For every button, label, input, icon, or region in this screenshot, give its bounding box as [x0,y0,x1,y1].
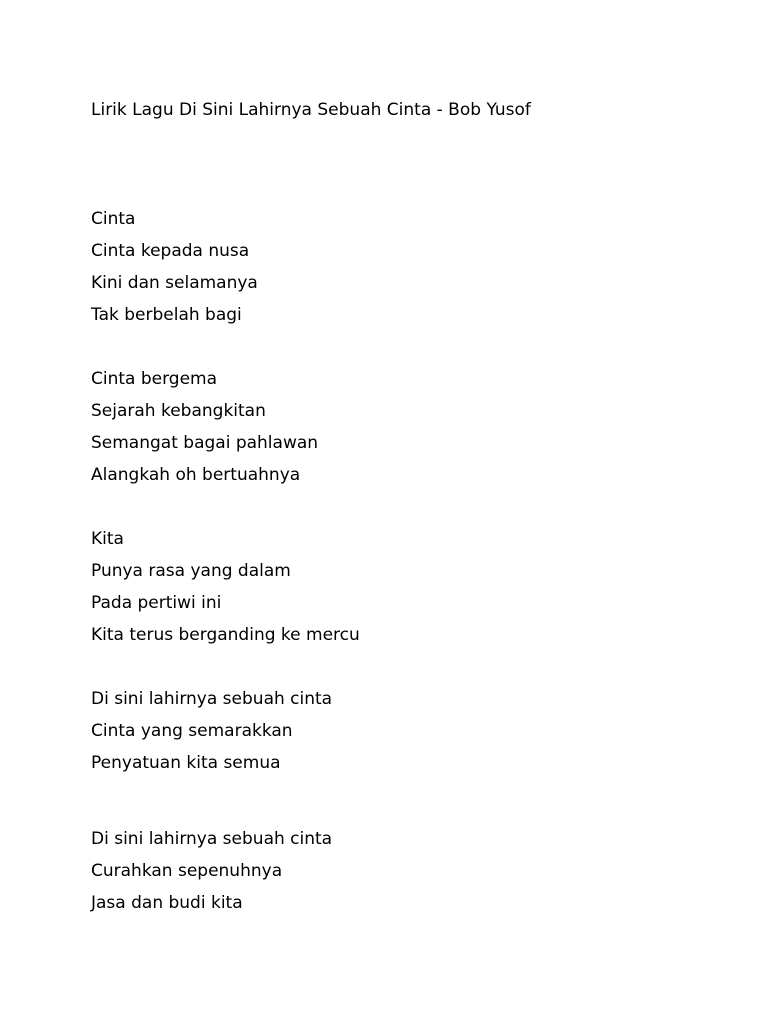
lyric-line: Semangat bagai pahlawan [91,433,319,453]
lyric-line: Jasa dan budi kita [91,893,243,913]
lyric-line: Cinta yang semarakkan [91,721,293,741]
lyric-line: Alangkah oh bertuahnya [91,465,301,485]
lyric-line: Penyatuan kita semua [91,753,281,773]
lyric-line: Cinta [91,209,136,229]
lyric-line: Cinta bergema [91,369,218,389]
lyric-line: Sejarah kebangkitan [91,401,266,421]
document-title: Lirik Lagu Di Sini Lahirnya Sebuah Cinta - Bob Yusof [91,100,531,120]
lyric-line: Kita [91,529,124,549]
lyric-line: Di sini lahirnya sebuah cinta [91,689,333,709]
lyric-line: Cinta kepada nusa [91,241,250,261]
lyric-line: Punya rasa yang dalam [91,561,291,581]
lyric-line: Di sini lahirnya sebuah cinta [91,829,333,849]
lyric-line: Kita terus berganding ke mercu [91,625,360,645]
lyric-line: Tak berbelah bagi [91,305,242,325]
lyric-line: Curahkan sepenuhnya [91,861,283,881]
lyric-line: Pada pertiwi ini [91,593,222,613]
lyric-line: Kini dan selamanya [91,273,258,293]
